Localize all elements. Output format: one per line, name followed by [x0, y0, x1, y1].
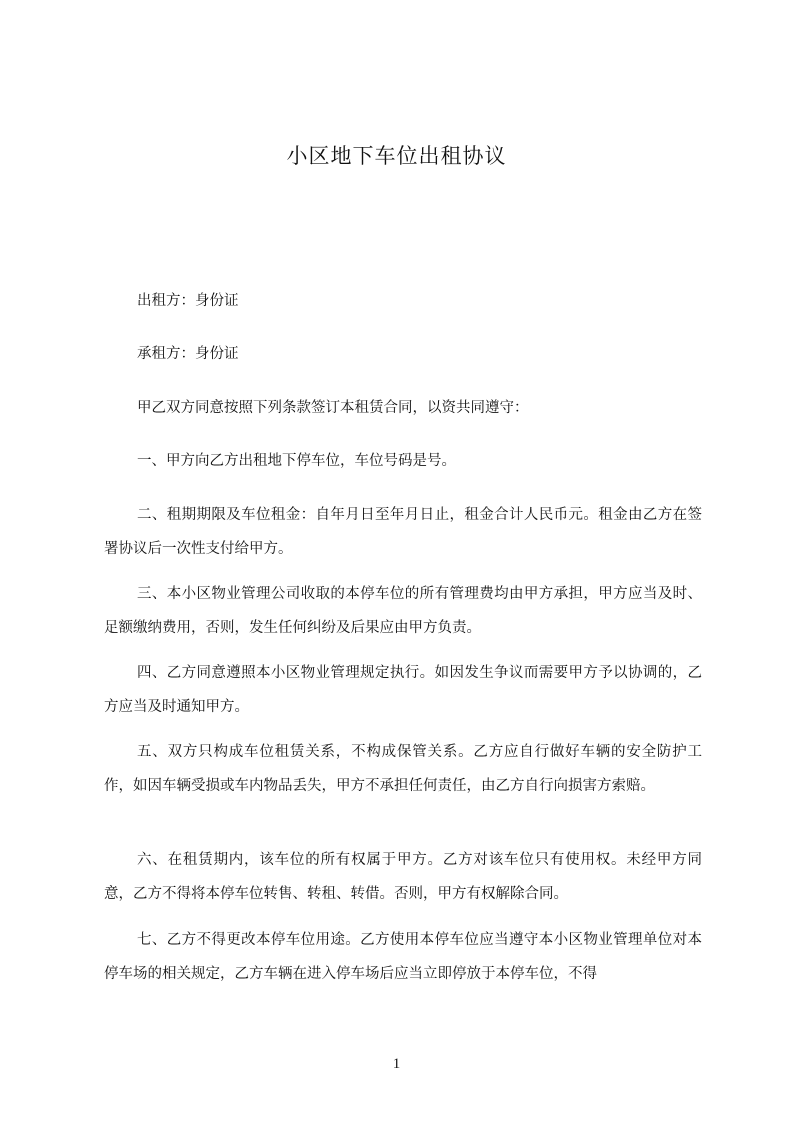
- paragraph-clause-7: 七、乙方不得更改本停车位用途。乙方使用本停车位应当遵守本小区物业管理单位对本停车场的相关规定，乙方车辆在进入停车场后应当立即停放于本停车位，不得: [104, 932, 702, 982]
- paragraph-clause-5: 五、双方只构成车位租赁关系，不构成保管关系。乙方应自行做好车辆的安全防护工作，如因车辆受损或车内物品丢失，甲方不承担任何责任，由乙方自行向损害方索赔。: [104, 744, 702, 794]
- paragraph-clause-6: 六、在租赁期内，该车位的所有权属于甲方。乙方对该车位只有使用权。未经甲方同意，乙方不得将本停车位转售、转租、转借。否则，甲方有权解除合同。: [104, 852, 702, 902]
- paragraph-lessor: 出租方：身份证: [137, 293, 239, 309]
- page-number: 1: [392, 1056, 401, 1072]
- paragraph-lessee: 承租方：身份证: [137, 346, 239, 362]
- paragraph-clause-2: 二、租期期限及车位租金：自年月日至年月日止，租金合计人民币元。租金由乙方在签署协议后一次性支付给甲方。: [104, 507, 702, 557]
- paragraph-preamble: 甲乙双方同意按照下列条款签订本租赁合同，以资共同遵守：: [137, 400, 529, 416]
- paragraph-clause-4: 四、乙方同意遵照本小区物业管理规定执行。如因发生争议而需要甲方予以协调的，乙方应当及时通知甲方。: [104, 665, 702, 715]
- document-title: 小区地下车位出租协议: [286, 144, 507, 168]
- paragraph-clause-3: 三、本小区物业管理公司收取的本停车位的所有管理费均由甲方承担，甲方应当及时、足额缴纳费用，否则，发生任何纠纷及后果应由甲方负责。: [104, 586, 702, 636]
- paragraph-clause-1: 一、甲方向乙方出租地下停车位，车位号码是号。: [137, 453, 456, 469]
